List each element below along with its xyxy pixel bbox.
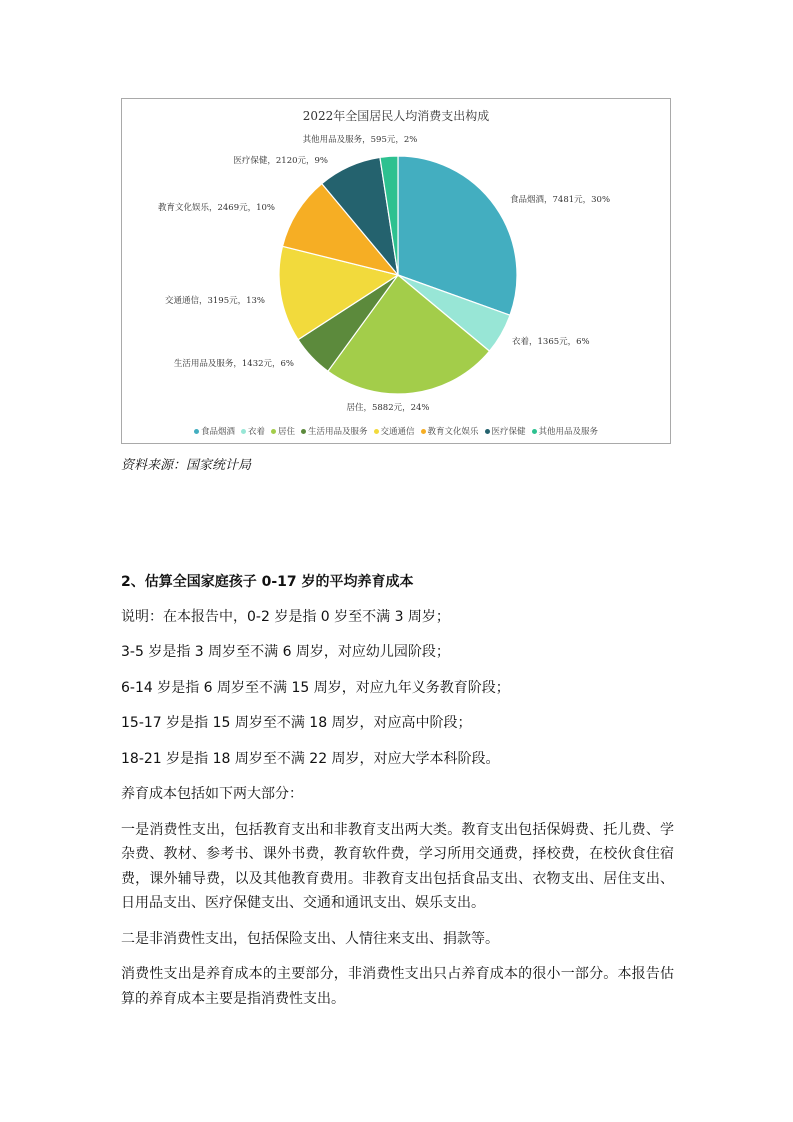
paragraph-cost-parts: 养育成本包括如下两大部分： [121, 786, 303, 802]
paragraph-age-18-21: 18-21 岁是指 18 周岁至不满 22 周岁，对应大学本科阶段。 [121, 750, 500, 767]
source-note: 资料来源：国家统计局 [121, 458, 252, 473]
legend-label: 其他用品及服务 [538, 427, 599, 437]
legend-dot-icon [194, 429, 199, 434]
legend-label: 交通通信 [380, 427, 415, 437]
section-heading: 2、估算全国家庭孩子 0-17 岁的平均养育成本 [121, 574, 414, 590]
legend-dot-icon [485, 429, 490, 434]
legend-dot-icon [421, 429, 426, 434]
document-body [121, 570, 674, 1022]
paragraph-age-3-5: 3-5 岁是指 3 周岁至不满 6 周岁，对应幼儿园阶段； [121, 644, 450, 660]
slice-data-label: 其他用品及服务，595元，2% [302, 135, 418, 145]
slice-data-label: 医疗保健，2120元，9% [233, 156, 328, 166]
legend-item [271, 425, 295, 437]
paragraph-age-6-14: 6-14 岁是指 6 周岁至不满 15 周岁，对应九年义务教育阶段； [121, 679, 510, 696]
legend-dot-icon [241, 429, 246, 434]
slice-data-label: 居住，5882元，24% [346, 403, 430, 413]
legend-item [374, 425, 415, 437]
paragraph-non-consumption: 二是非消费性支出，包括保险支出、人情往来支出、捐款等。 [121, 930, 499, 947]
legend-item [241, 425, 265, 437]
slice-data-label: 生活用品及服务，1432元，6% [173, 359, 294, 369]
paragraph-note: 说明：在本报告中，0-2 岁是指 0 岁至不满 3 周岁； [121, 608, 450, 625]
legend-label: 教育文化娱乐 [427, 427, 479, 437]
slice-data-label: 交通通信，3195元，13% [164, 296, 265, 306]
legend-label: 食品烟酒 [200, 427, 235, 437]
slice-data-label: 衣着，1365元，6% [512, 337, 590, 347]
pie-chart-svg [122, 99, 670, 443]
legend-label: 衣着 [247, 427, 265, 437]
paragraph-consumption: 一是消费性支出，包括教育支出和非教育支出两大类。教育支出包括保姆费、托儿费、学杂费、教材、参考书、课外书费，教育软件费，学习所用交通费，择校费，在校伙食住宿费，课外辅导费，以及其他教育费用。非教育支出包括食品支出、衣物支出、居住支出、日用品支出、医疗保健支出、交通和通讯支出、娱乐支出。 [121, 821, 674, 911]
legend-dot-icon [532, 429, 537, 434]
legend-label: 居住 [277, 427, 295, 437]
slice-data-label: 教育文化娱乐，2469元，10% [157, 203, 275, 213]
legend-dot-icon [374, 429, 379, 434]
legend-item [301, 425, 368, 437]
pie-chart [121, 98, 671, 444]
legend-item [194, 425, 235, 437]
legend-label: 生活用品及服务 [307, 427, 368, 437]
chart-title: 2022年全国居民人均消费支出构成 [302, 109, 490, 123]
chart-legend [122, 425, 670, 437]
paragraph-summary: 消费性支出是养育成本的主要部分，非消费性支出只占养育成本的很小一部分。本报告估算的养育成本主要是指消费性支出。 [121, 966, 674, 1007]
legend-item [532, 425, 599, 437]
paragraph-age-15-17: 15-17 岁是指 15 周岁至不满 18 周岁，对应高中阶段； [121, 715, 472, 731]
legend-item [421, 425, 479, 437]
legend-dot-icon [271, 429, 276, 434]
slice-data-label: 食品烟酒，7481元，30% [510, 195, 611, 205]
legend-dot-icon [301, 429, 306, 434]
legend-item [485, 425, 526, 437]
legend-label: 医疗保健 [491, 427, 526, 437]
